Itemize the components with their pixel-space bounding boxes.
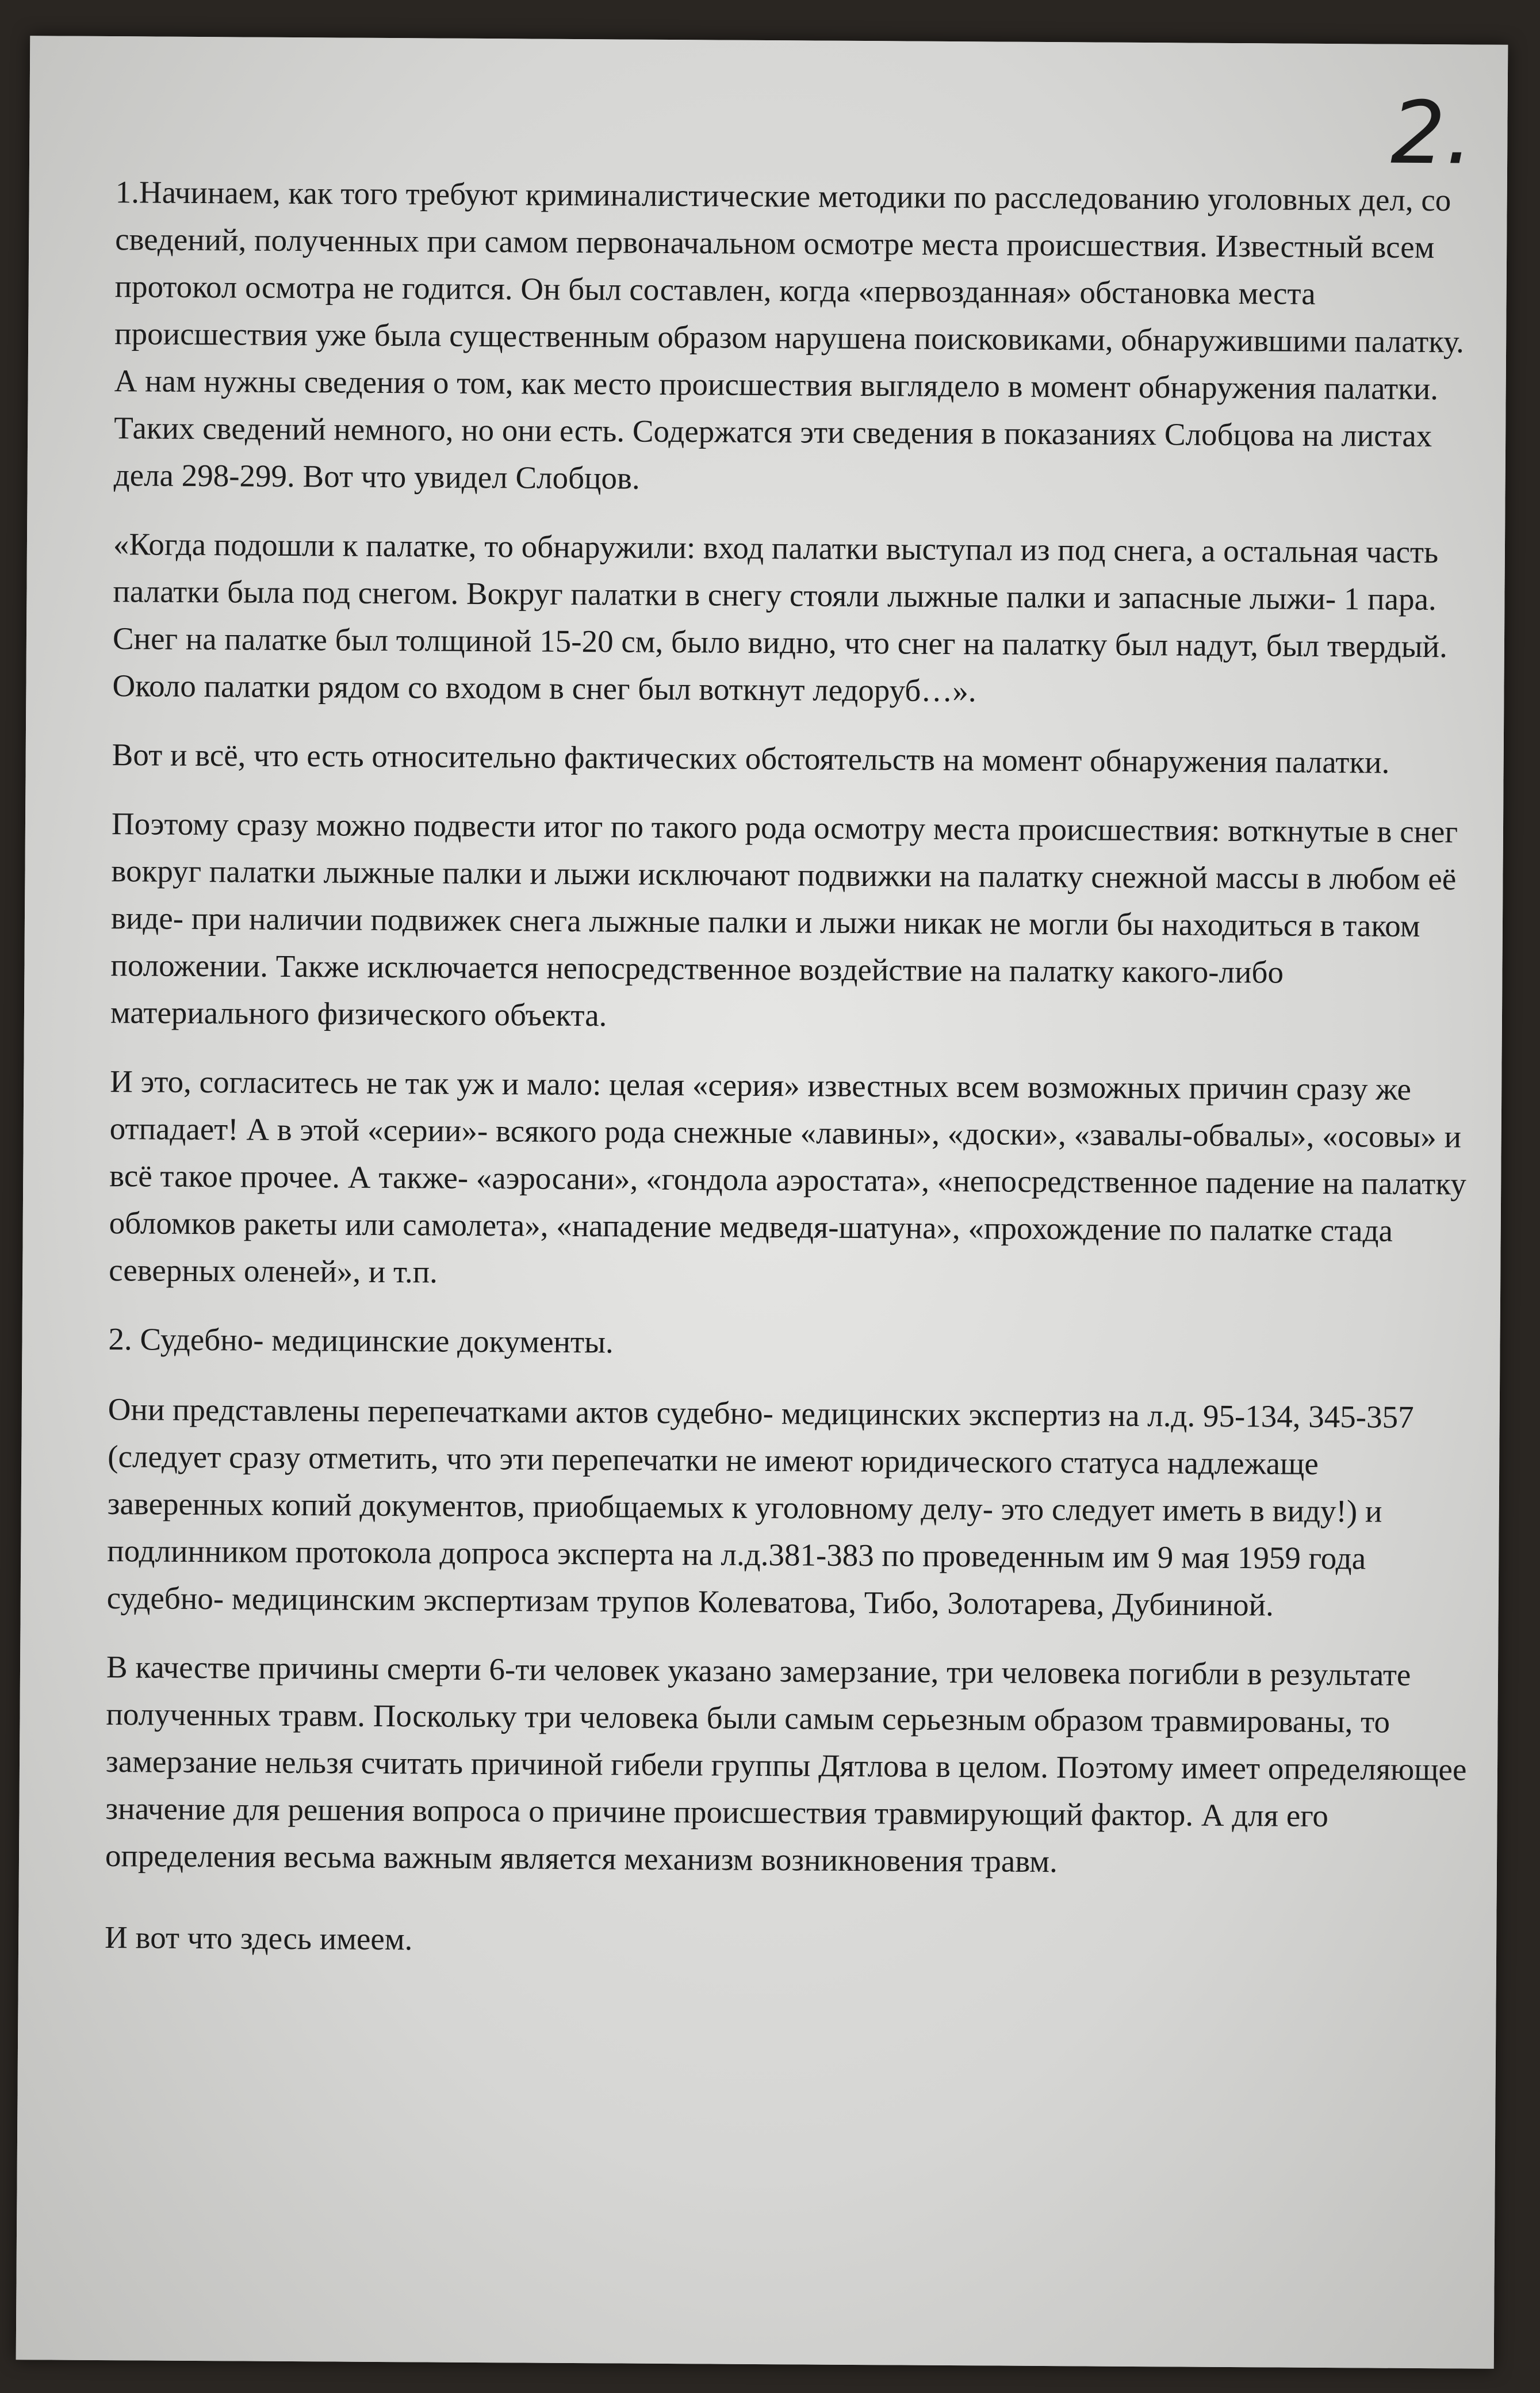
paragraph-cause-of-death: В качестве причины смерти 6-ти человек указано замерзание, три человека погибли в результате полученных травм. Поскольку три человека были самым серьезным образом травмированы, то замерзание нельзя считать причиной гибели группы Дятлова в целом. Поэтому имеет определяющее значение для решения вопроса о причине происшествия травмирующий фактор. А для его определения весьма важным является механизм возникновения травм. — [105, 1649, 1467, 1879]
paragraph-forensic-docs: Они представлены перепечатками актов судебно- медицинских экспертиз на л.д. 95-134, 345-357 (следует сразу отметить, что эти перепечатки не имеют юридического статуса надлежаще заверенных копий документов, приобщаемых к уголовному делу- это следует иметь в виду!) и подлинником протокола допроса эксперта на л.д.381-383 по проведенным им 9 мая 1959 года судебно- медицинским экспертизам трупов Колеватова, Тибо, Золотарева, Дубининой. — [106, 1392, 1414, 1623]
page-number: 2. — [1390, 83, 1473, 184]
document-body — [105, 169, 1484, 1991]
paragraph-conclusion: Поэтому сразу можно подвести итог по такого рода осмотру места происшествия: воткнутые в снег вокруг палатки лыжные палки и лыжи исключают подвижки на палатку снежной массы в любом её виде- при наличии подвижек снега лыжные палки и лыжи никак не могли бы находиться в таком положении. Также исключается непосредственное воздействие на палатку какого-либо материального физического объекта. — [110, 806, 1458, 1033]
paragraph-intro: 1.Начинаем, как того требуют криминалистические методики по расследованию уголовных дел, со сведений, полученных при самом первоначальном осмотре места происшествия. Известный всем протокол осмотра не годится. Он был составлен, когда «первозданная» обстановка места происшествия уже была существенным образом нарушена поисковиками, обнаружившими палатку. А нам нужны сведения о том, как место происшествия выглядело в момент обнаружения палатки. Таких сведений немного, но они есть. Содержатся эти сведения в показаниях Слобцова на листах дела 298-299. Вот что увидел Слобцов. — [113, 174, 1465, 496]
paragraph-summary: Вот и всё, что есть относительно фактических обстоятельств на момент обнаружения палатки. — [112, 737, 1390, 780]
paragraph-closing: И вот что здесь имеем. — [104, 1920, 413, 1957]
paragraph-series: И это, согласитесь не так уж и мало: целая «серия» известных всем возможных причин сразу же отпадает! А в этой «серии»- всякого рода снежные «лавины», «доски», «завалы-обвалы», «осовы» и всё такое прочее. А также- «аэросани», «гондола аэростата», «непосредственное падение на палатку обломков ракеты или самолета», «нападение медведя-шатуна», «прохождение по палатке стада северных оленей», и т.п. — [109, 1064, 1466, 1290]
document-sheet — [16, 36, 1508, 2369]
paragraph-quote: «Когда подошли к палатке, то обнаружили: вход палатки выступал из под снега, а остальная часть палатки была под снегом. Вокруг палатки в снегу стояли лыжные палки и запасные лыжи- 1 пара. Снег на палатке был толщиной 15-20 см, было видно, что снег на палатку был надут, был твердый. Около палатки рядом со входом в снег был воткнут ледоруб…». — [112, 526, 1448, 709]
section-heading: 2. Судебно- медицинские документы. — [108, 1321, 614, 1360]
